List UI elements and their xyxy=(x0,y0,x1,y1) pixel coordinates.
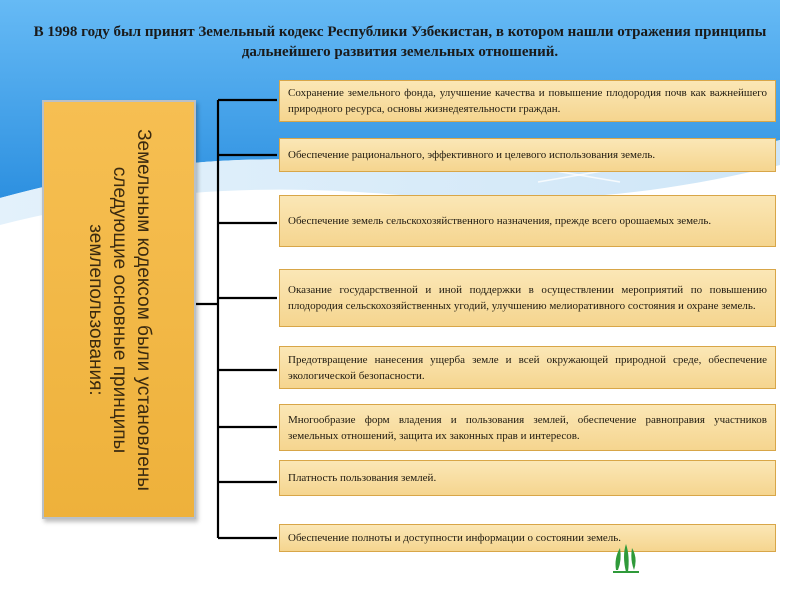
slide-title: В 1998 году был принят Земельный кодекс Республики Узбекистан, в котором нашли отражения принципы дальнейшего развития земельных отношений. xyxy=(33,24,767,60)
principle-box-5 xyxy=(279,346,776,389)
principle-box-1 xyxy=(279,80,776,122)
principle-box-7 xyxy=(279,460,776,496)
principle-text-5: Предотвращение нанесения ущерба земле и всей окружающей природной среде, обеспечение экологической безопасности. xyxy=(288,353,767,382)
logo-icon xyxy=(608,540,644,576)
principle-box-2 xyxy=(279,138,776,172)
principle-text-1: Сохранение земельного фонда, улучшение качества и повышение плодородия почв как важнейшего природного ресурса, основы жизнедеятельности граждан. xyxy=(288,87,767,115)
principle-text-3: Обеспечение земель сельскохозяйственного назначения, прежде всего орошаемых земель. xyxy=(288,215,712,227)
principle-box-4 xyxy=(279,269,776,327)
principle-text-2: Обеспечение рационального, эффективного и целевого использования земель. xyxy=(288,149,656,161)
principle-box-6 xyxy=(279,404,776,451)
principle-text-7: Платность пользования землей. xyxy=(288,472,437,484)
principle-text-4: Оказание государственной и иной поддержки в осуществлении мероприятий по повышению плодородия сельскохозяйственных угодий, улучшению мелиоративного состояния и охране земель. xyxy=(288,284,767,312)
principles-header-box xyxy=(42,100,196,519)
principle-text-8: Обеспечение полноты и доступности информации о состоянии земель. xyxy=(288,532,622,544)
principle-box-3 xyxy=(279,195,776,247)
principle-text-6: Многообразие форм владения и пользования землей, обеспечение равноправия участников земельных отношений, защита их законных прав и интересов. xyxy=(288,413,767,442)
principle-box-8 xyxy=(279,524,776,552)
principles-header-label: Земельным кодексом были установлены следующие основные принципы землепользования: xyxy=(85,128,154,491)
